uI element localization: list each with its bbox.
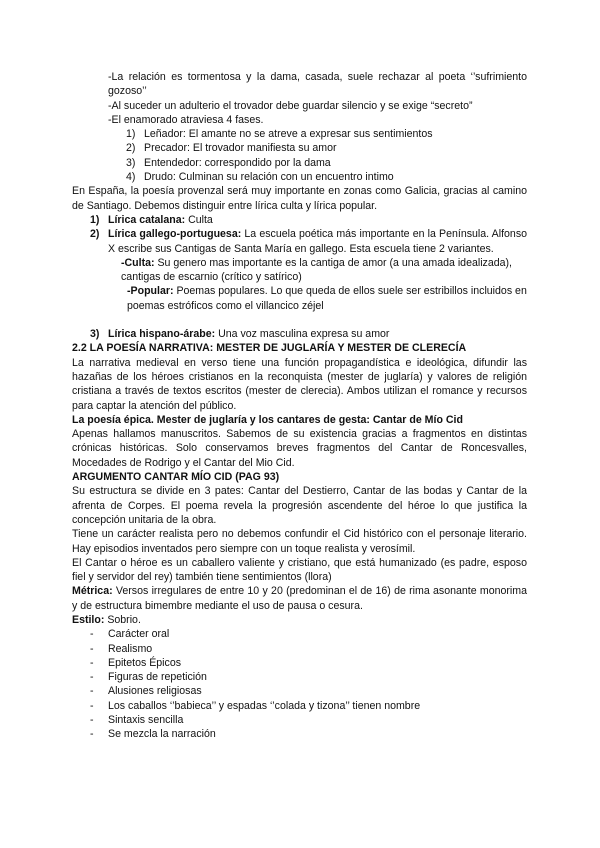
estilo-label: Estilo: bbox=[72, 613, 105, 626]
subsection-heading: La poesía épica. Mester de juglaría y los cantares de gesta: Cantar de Mío Cid bbox=[72, 413, 463, 426]
paragraph-caracter: Tiene un carácter realista pero no debemos confundir el Cid histórico con el personaje literario. Hay episodios inventados pero siempre con un toque realista y verosímil. bbox=[72, 528, 527, 555]
phase-text: Precador: El trovador manifiesta su amor bbox=[144, 142, 337, 155]
item-number: 1) bbox=[90, 213, 100, 226]
list-item: - Se mezcla la narración bbox=[90, 728, 216, 741]
variant-label: -Popular: bbox=[127, 285, 174, 298]
phase-text: Leñador: El amante no se atreve a expresar sus sentimientos bbox=[144, 128, 433, 141]
phase-number: 1) bbox=[126, 128, 136, 141]
variant-text: Poemas populares. Lo que queda de ellos suele ser estribillos incluidos en poemas estróficos como el villancico zéjel bbox=[127, 285, 527, 312]
item-label: Lírica catalana: bbox=[108, 213, 186, 226]
list-item: - Realismo bbox=[90, 642, 153, 655]
paragraph-heroe: El Cantar o héroe es un caballero valiente y cristiano, que está humanizado (es padre, esposo fiel y servidor del rey) también tiene sentimientos (llora) bbox=[72, 556, 527, 584]
list-item-text: Alusiones religiosas bbox=[108, 685, 202, 698]
paragraph-estructura: Su estructura se divide en 3 pates: Cantar del Destierro, Cantar de las bodas y Cantar de la afrenta de Corpes. El poema revela la progresión ascendente del héroe lo que justifica la concepción unitaria de la obra. bbox=[72, 485, 527, 526]
item-text: Culta bbox=[185, 213, 213, 226]
list-item-text: Realismo bbox=[108, 642, 153, 655]
variant-text: Su genero mas importante es la cantiga de amor (a una amada idealizada), cantigas de escarnio (crítico y satírico) bbox=[121, 256, 512, 284]
list-item: - Epitetos Épicos bbox=[90, 656, 182, 669]
paragraph-narrativa: La narrativa medieval en verso tiene una función propagandística e ideológica, difundir las hazañas de los héroes cristianos en la reconquista (mester de juglaría) y valores de religión cristiana a través de textos escritos (mester de clerecia). Ambos utilizan el romance y recursos para captar la atención del público. bbox=[72, 356, 527, 412]
phase-item bbox=[72, 127, 527, 141]
list-item-text: Epitetos Épicos bbox=[108, 656, 182, 669]
phase-number: 3) bbox=[126, 156, 136, 169]
section-heading: 2.2 LA POESÍA NARRATIVA: MESTER DE JUGLARÍA Y MESTER DE CLERECÍA bbox=[72, 342, 467, 355]
phase-number: 2) bbox=[126, 142, 136, 155]
variant-culta bbox=[72, 256, 527, 285]
paragraph-estilo bbox=[72, 613, 527, 627]
document-body bbox=[72, 70, 527, 742]
phase-text: Drudo: Culminan su relación con un encuentro intimo bbox=[144, 171, 394, 184]
paragraph-relacion: -La relación es tormentosa y la dama, casada, suele rechazar al poeta ‘’sufrimiento gozoso’’ bbox=[108, 71, 527, 98]
paragraph-adulterio: -Al suceder un adulterio el trovador debe guardar silencio y se exige “secreto” bbox=[108, 99, 473, 112]
item-text: Una voz masculina expresa su amor bbox=[215, 328, 390, 341]
list-item: - Sintaxis sencilla bbox=[90, 714, 184, 727]
argumento-heading: ARGUMENTO CANTAR MÍO CID (PAG 93) bbox=[72, 471, 280, 484]
list-item: - Alusiones religiosas bbox=[90, 685, 202, 698]
paragraph-fases: -El enamorado atraviesa 4 fases. bbox=[108, 113, 264, 126]
item-number: 2) bbox=[90, 228, 100, 241]
phase-item bbox=[72, 156, 527, 170]
list-item-text: Figuras de repetición bbox=[108, 671, 207, 684]
item-number: 3) bbox=[90, 328, 100, 341]
list-item-text: Se mezcla la narración bbox=[108, 728, 216, 741]
metrica-text: Versos irregulares de entre 10 y 20 (predominan el de 16) de rima asonante monorima y de estructura bimembre mediante el uso de pausa o cesura. bbox=[72, 585, 527, 612]
phase-number: 4) bbox=[126, 171, 136, 184]
item-label: Lírica gallego-portuguesa: bbox=[108, 228, 242, 241]
phase-item bbox=[72, 141, 527, 155]
phase-text: Entendedor: correspondido por la dama bbox=[144, 156, 331, 169]
blank-line bbox=[72, 313, 527, 327]
list-item-text: Sintaxis sencilla bbox=[108, 714, 184, 727]
metrica-label: Métrica: bbox=[72, 585, 113, 598]
variant-label: -Culta: bbox=[121, 256, 155, 269]
item-text: La escuela poética más importante en la Península. Alfonso X escribe sus Cantigas de Santa María en gallego. Esta escuela tiene 2 variantes. bbox=[108, 228, 528, 255]
paragraph-manuscritos: Apenas hallamos manuscritos. Sabemos de su existencia gracias a fragmentos en distintas crónicas históricas. Solo conservamos breves fragmentos del Cantar de Roncesvalles, Mocedades de Rodrigo y el Cantar del Mio Cid. bbox=[72, 428, 527, 469]
list-item-text: Los caballos ‘’babieca’’ y espadas ‘’colada y tizona’’ tienen nombre bbox=[108, 699, 421, 712]
list-item-text: Carácter oral bbox=[108, 628, 170, 641]
lirica-item-gallego bbox=[72, 227, 527, 256]
paragraph-espana: En España, la poesía provenzal será muy importante en zonas como Galicia, gracias al camino de Santiago. Debemos distinguir entre lírica culta y lírica popular. bbox=[72, 185, 527, 212]
lirica-item-catalana bbox=[72, 213, 527, 227]
list-item: - Figuras de repetición bbox=[90, 671, 207, 684]
paragraph-metrica bbox=[72, 584, 527, 613]
variant-popular bbox=[72, 284, 527, 313]
list-item: - Los caballos ‘’babieca’’ y espadas ‘’colada y tizona’’ tienen nombre bbox=[90, 699, 421, 712]
phase-item bbox=[72, 170, 527, 184]
item-label: Lírica hispano-árabe: bbox=[108, 328, 216, 341]
estilo-text: Sobrio. bbox=[104, 613, 141, 626]
lirica-item-hispano-arabe bbox=[72, 327, 527, 341]
list-item: - Carácter oral bbox=[90, 628, 170, 641]
